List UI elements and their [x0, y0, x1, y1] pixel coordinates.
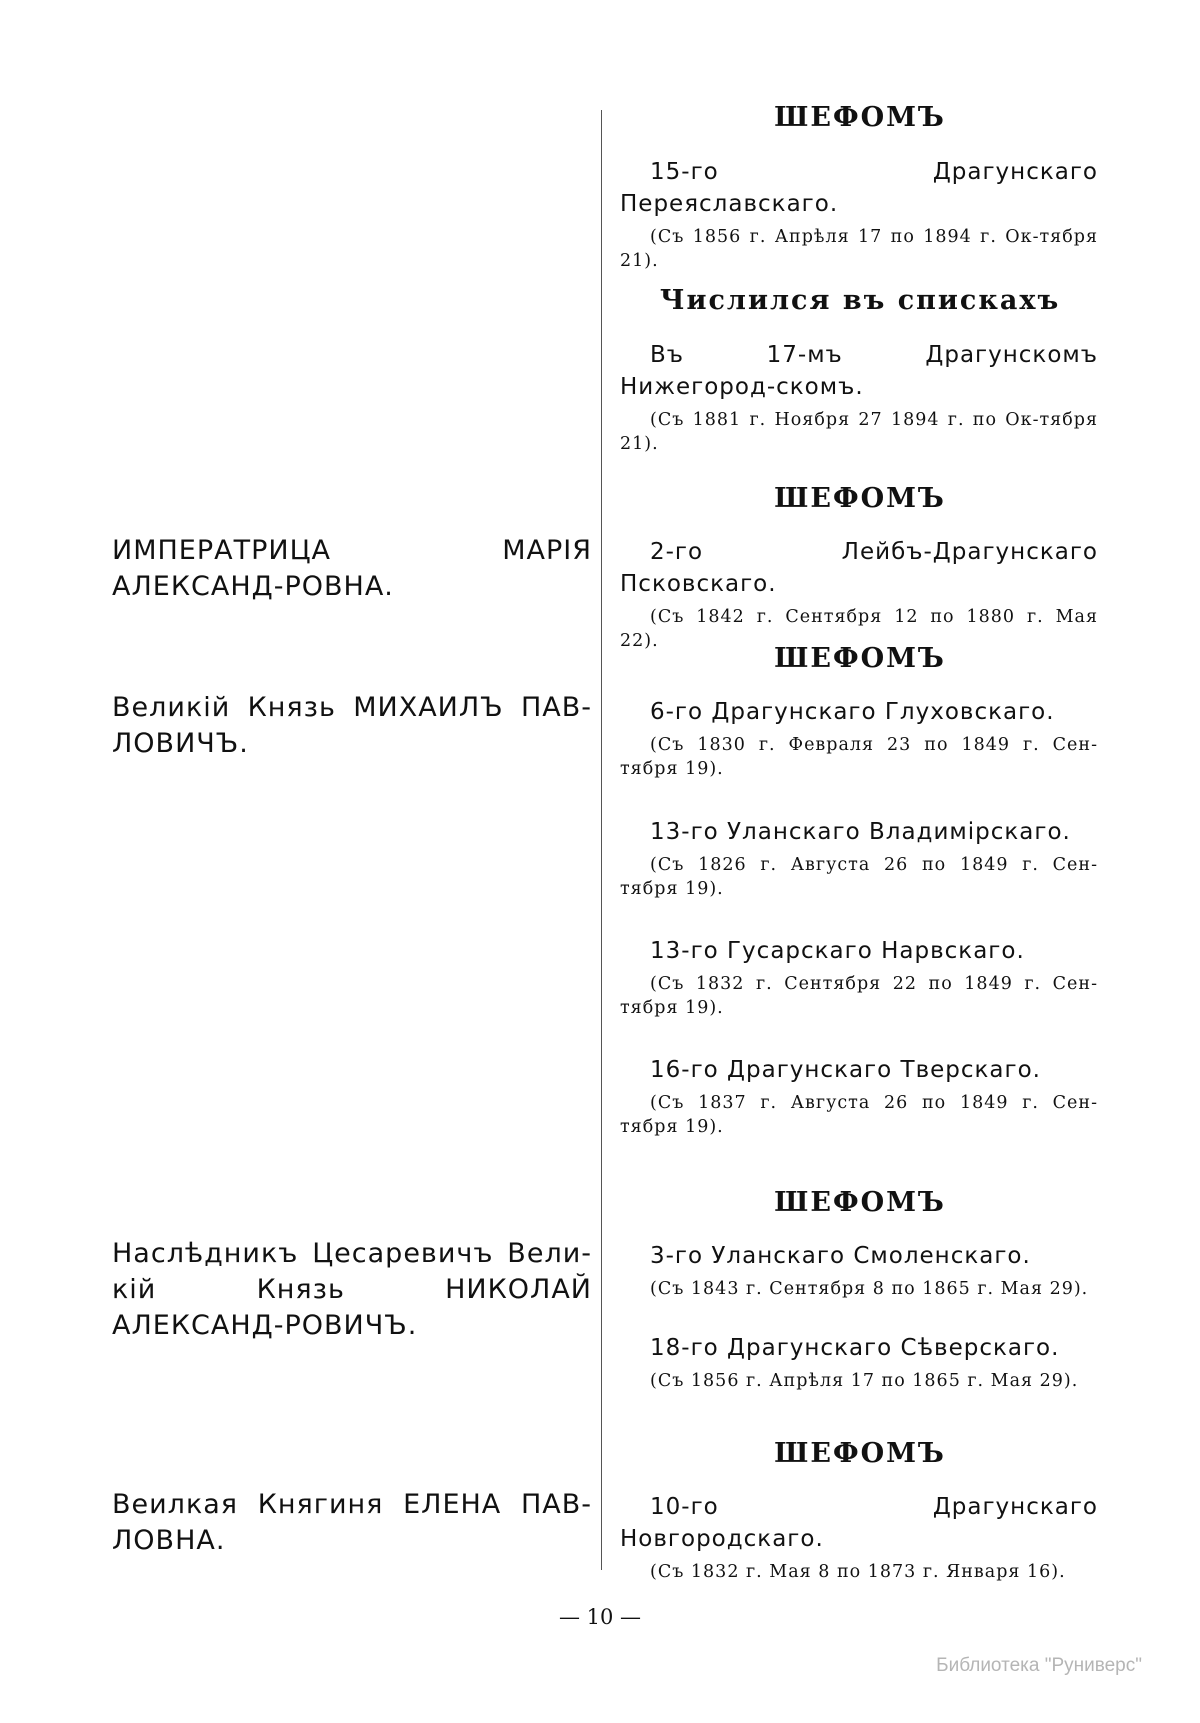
- regiment-entry: [620, 816, 1098, 901]
- regiment-title: 16-го Драгунскаго Тверскаго.: [650, 1057, 1041, 1083]
- column-divider: [601, 110, 602, 1570]
- person-name-empress: ИМПЕРАТРИЦА МАРІЯ АЛЕКСАНД-РОВНА.: [112, 535, 592, 602]
- library-watermark: Библиотека "Руниверс": [936, 1655, 1142, 1676]
- regiment-dates: (Съ 1856 г. Апрѣля 17 по 1894 г. Ок-тября 21).: [620, 227, 1098, 271]
- person-name-elena: Веилкая Княгиня ЕЛЕНА ПАВ-ЛОВНА.: [112, 1489, 592, 1556]
- page-number: — 10 —: [558, 1605, 642, 1629]
- regiment-title: 2-го Лейбъ-Драгунскаго Псковскаго.: [620, 539, 1098, 597]
- regiment-dates: (Съ 1843 г. Сентября 8 по 1865 г. Мая 29).: [650, 1279, 1089, 1299]
- regiment-title: 6-го Драгунскаго Глуховскаго.: [650, 699, 1055, 725]
- regiment-entry: [620, 696, 1098, 781]
- section-heading-patron: ШЕФОМЪ: [774, 483, 946, 514]
- regiment-title: 18-го Драгунскаго Сѣверскаго.: [650, 1335, 1060, 1361]
- regiment-dates: (Съ 1826 г. Августа 26 по 1849 г. Сен-тября 19).: [620, 855, 1098, 899]
- regiment-entry: [620, 156, 1098, 273]
- regiment-title: 13-го Уланскаго Владимірскаго.: [650, 819, 1071, 845]
- regiment-title: 10-го Драгунскаго Новгородскаго.: [620, 1494, 1098, 1552]
- regiment-dates: (Съ 1832 г. Мая 8 по 1873 г. Января 16).: [650, 1562, 1066, 1582]
- regiment-entry: [620, 339, 1098, 456]
- regiment-dates: (Съ 1881 г. Ноября 27 1894 г. по Ок-тября 21).: [620, 410, 1098, 454]
- regiment-entry: [620, 1054, 1098, 1139]
- section-heading-patron: ШЕФОМЪ: [774, 643, 946, 674]
- regiment-dates: (Съ 1830 г. Февраля 23 по 1849 г. Сен-тября 19).: [620, 735, 1098, 779]
- regiment-entry: [620, 1332, 1098, 1393]
- regiment-dates: (Съ 1856 г. Апрѣля 17 по 1865 г. Мая 29).: [650, 1371, 1079, 1391]
- regiment-dates: (Съ 1842 г. Сентября 12 по 1880 г. Мая 22).: [620, 607, 1098, 651]
- section-heading-patron: ШЕФОМЪ: [774, 1187, 946, 1218]
- regiment-dates: (Съ 1832 г. Сентября 22 по 1849 г. Сен-тября 19).: [620, 974, 1098, 1018]
- regiment-entry: [620, 1240, 1098, 1301]
- section-heading-listed: Числился въ спискахъ: [659, 285, 1061, 316]
- regiment-title: 3-го Уланскаго Смоленскаго.: [650, 1243, 1031, 1269]
- person-name-nikolai: Наслѣдникъ Цесаревичъ Вели-кій Князь НИКОЛАЙ АЛЕКСАНД-РОВИЧЪ.: [112, 1238, 592, 1341]
- regiment-entry: [620, 536, 1098, 653]
- regiment-title: 13-го Гусарскаго Нарвскаго.: [650, 938, 1025, 964]
- section-heading-patron: ШЕФОМЪ: [774, 102, 946, 133]
- regiment-title: 15-го Драгунскаго Переяславскаго.: [620, 159, 1098, 217]
- regiment-title: Въ 17-мъ Драгунскомъ Нижегород-скомъ.: [620, 342, 1098, 400]
- regiment-entry: [620, 1491, 1098, 1584]
- regiment-entry: [620, 935, 1098, 1020]
- regiment-dates: (Съ 1837 г. Августа 26 по 1849 г. Сен-тября 19).: [620, 1093, 1098, 1137]
- person-name-mikhail: Великій Князь МИХАИЛЪ ПАВ-ЛОВИЧЪ.: [112, 692, 592, 759]
- section-heading-patron: ШЕФОМЪ: [774, 1438, 946, 1469]
